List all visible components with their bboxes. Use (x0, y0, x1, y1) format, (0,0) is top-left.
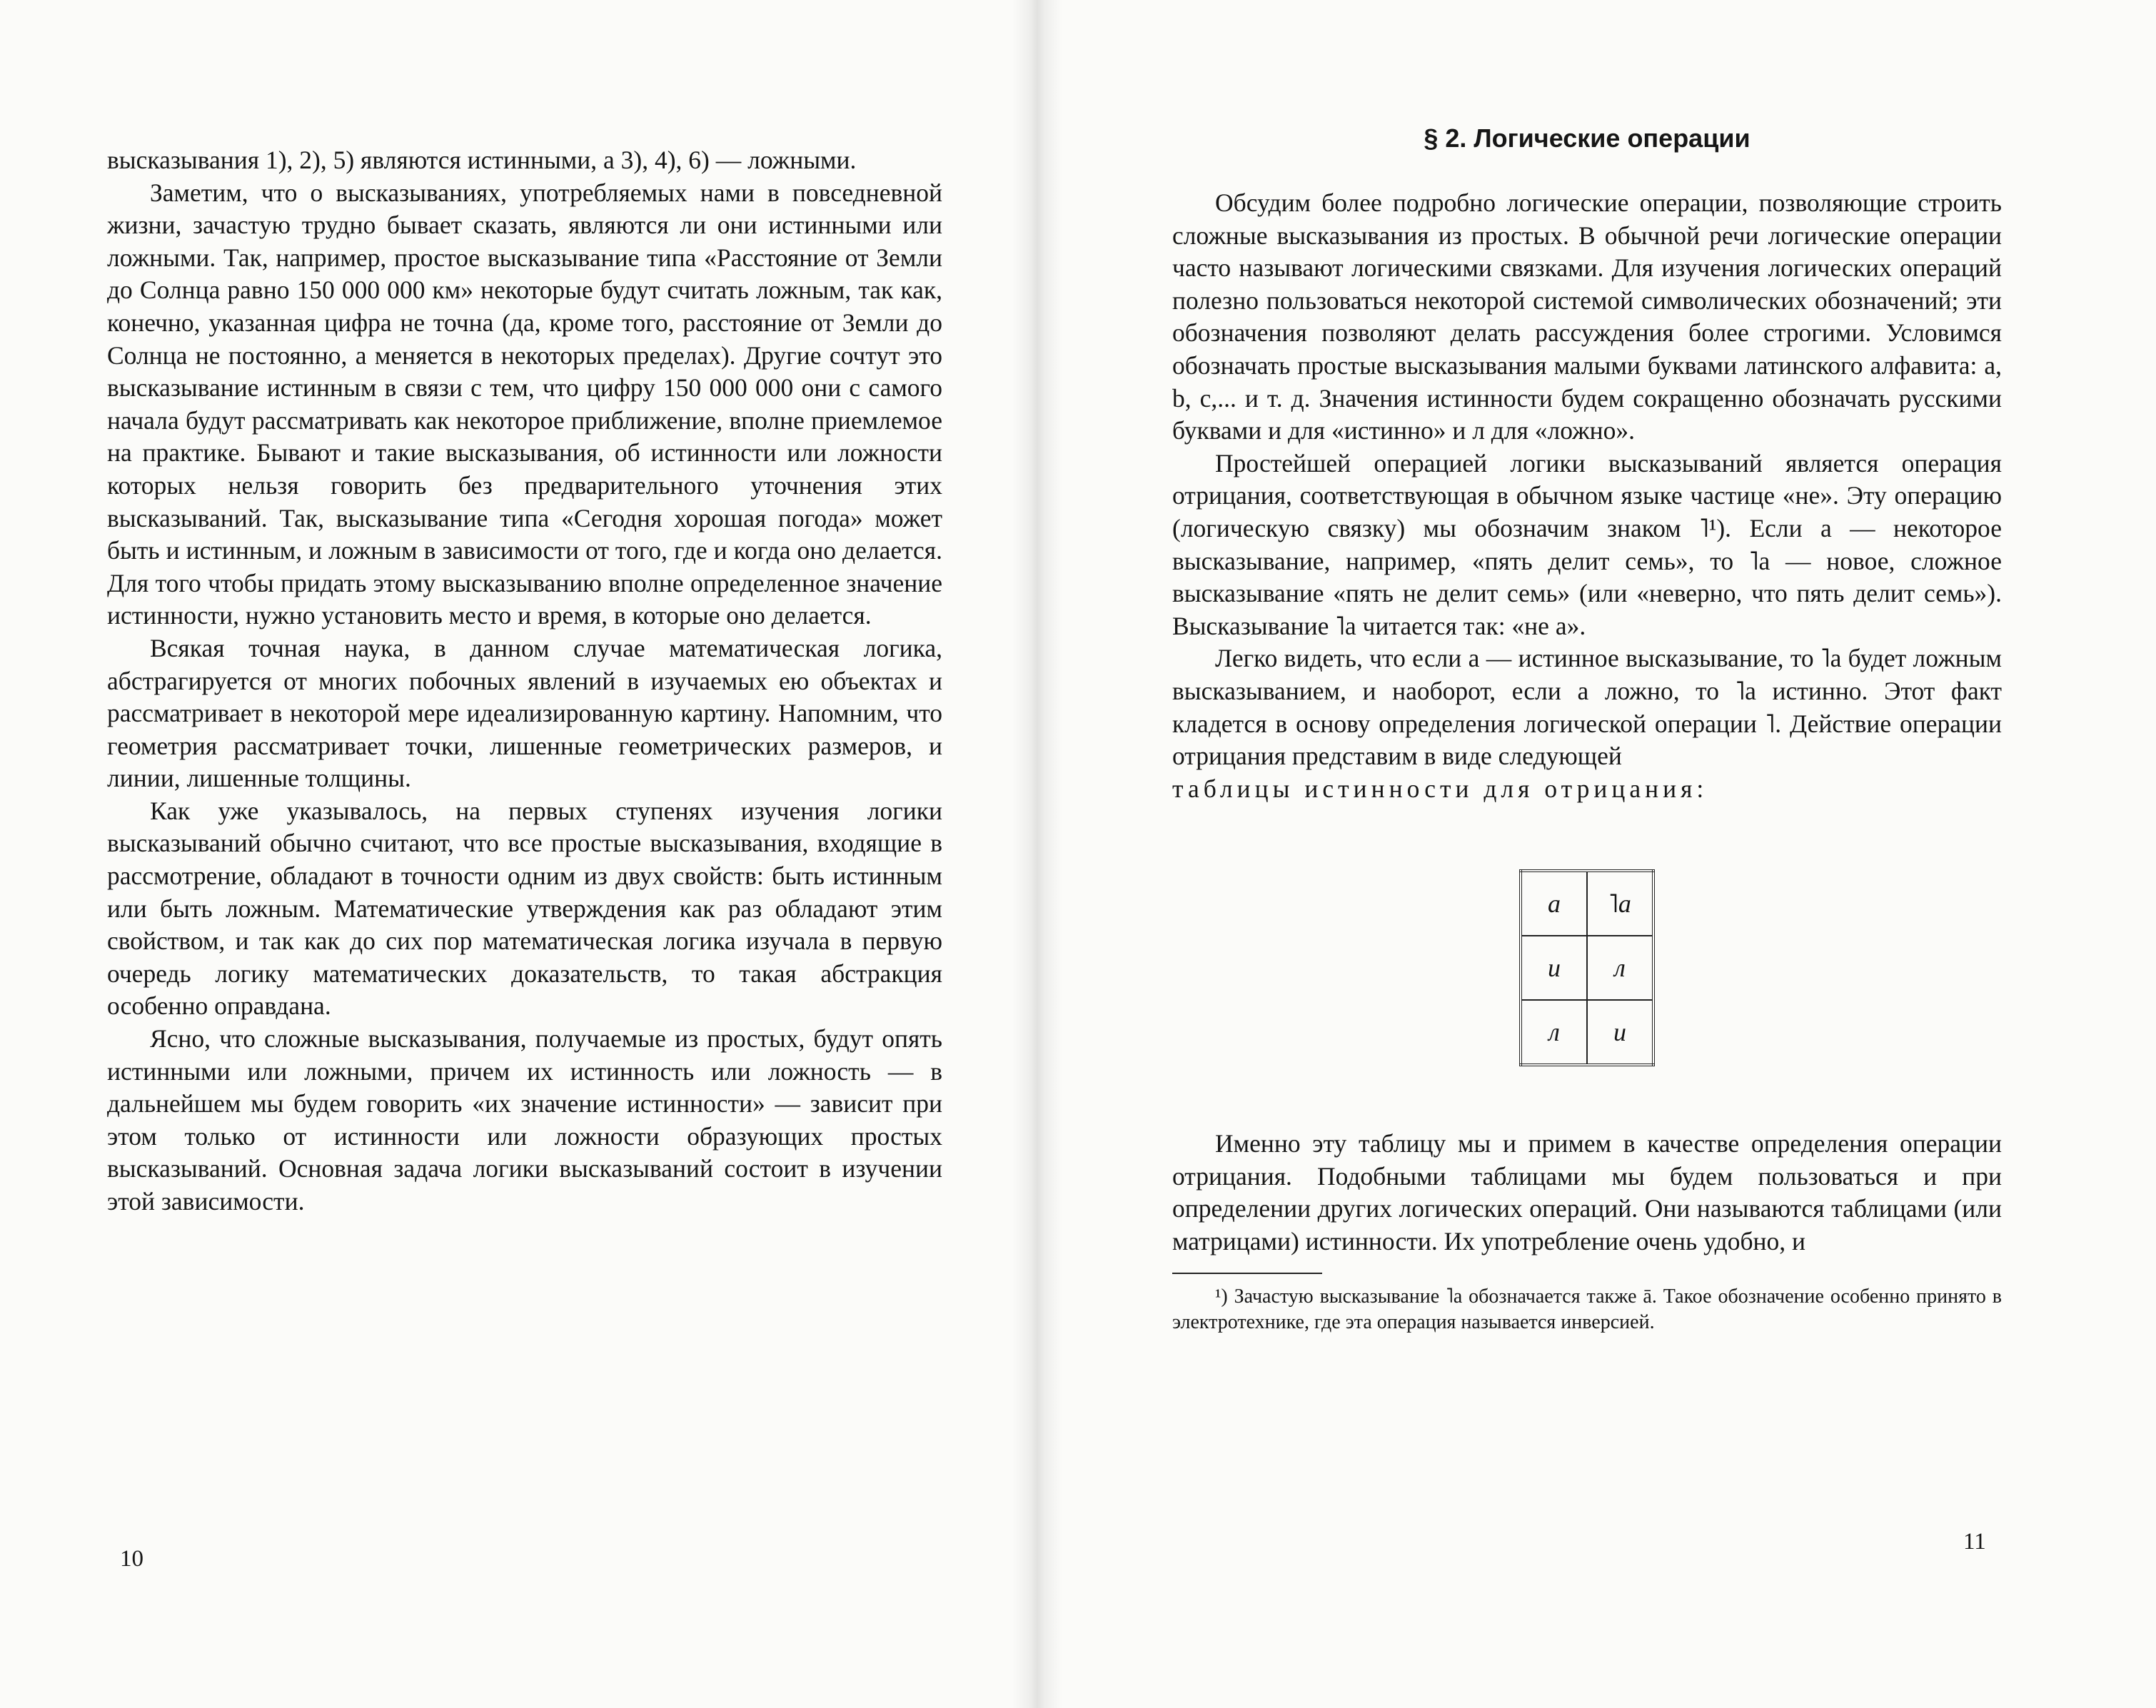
truth-table-header-a: a (1521, 871, 1587, 936)
right-paragraph-2: Простейшей операцией логики высказываний является операция отрицания, соответствующая в обычном языке частице «не». Эту операцию (логическую связку) мы обозначим знаком ˥¹). Если a — некоторое высказывание, например, «пять делит семь», то ˥a — новое, сложное высказывание «пять не делит семь» (или «неверно, что пять делит семь»). Высказывание ˥a читается так: «не a». (1172, 448, 2002, 640)
truth-table-cell: и (1521, 936, 1587, 1000)
truth-table-cell: л (1587, 936, 1653, 1000)
footnote: ¹) Зачастую высказывание ˥a обозначается также ā. Такое обозначение особенно принято в электротехнике, где эта операция называется инверсией. (1172, 1285, 2002, 1333)
left-paragraph-2: Заметим, что о высказываниях, употребляемых нами в повседневной жизни, зачастую трудно бывает сказать, являются ли они истинными или ложными. Так, например, простое высказывание типа «Расстояние от Земли до Солнца равно 150 000 000 км» некоторые будут считать ложным, так как, конечно, указанная цифра не точна (да, кроме того, расстояние от Земли до Солнца не постоянно, а меняется в некоторых пределах). Другие сочтут это высказывание истинным в связи с тем, что цифру 150 000 000 они с самого начала будут рассматривать как некоторое приближение, вполне приемлемое на практике. Бывают и такие высказывания, об истинности или ложности которых нельзя говорить без предварительного уточнения этих высказываний. Так, высказывание типа «Сегодня хорошая погода» может быть и истинным, и ложным в зависимости от того, где и когда оно делается. Для того чтобы придать этому высказыванию вполне определенное значение истинности, нужно установить место и время, в которые оно делается. (107, 178, 942, 630)
truth-table-header-row (1521, 871, 1653, 936)
left-page (107, 144, 942, 1218)
right-page (1172, 121, 2002, 1335)
left-paragraph-3: Всякая точная наука, в данном случае математическая логика, абстрагируется от многих побочных явлений в изучаемых ею объектах и рассматривает в некоторой мере идеализированную картину. Напомним, что геометрия рассматривает точки, лишенные геометрических размеров, и линии, лишенные толщины. (107, 633, 942, 793)
section-heading: § 2. Логические операции (1424, 123, 1751, 153)
book-gutter (1012, 0, 1062, 1708)
truth-table-row (1521, 1000, 1653, 1065)
truth-table-header-not-a: ˥a (1587, 871, 1653, 936)
left-paragraph-1: высказывания 1), 2), 5) являются истинными, а 3), 4), 6) — ложными. (107, 146, 857, 174)
right-paragraph-after-table: Именно эту таблицу мы и примем в качестве определения операции отрицания. Подобными таблицами мы будем пользоваться и при определении других логических операций. Они называются таблицами (или матрицами) истинности. Их употребление очень удобно, и (1172, 1129, 2002, 1256)
truth-table-row (1521, 936, 1653, 1000)
right-page-number: 11 (1963, 1529, 1986, 1555)
right-paragraph-1: Обсудим более подробно логические операции, позволяющие строить сложные высказывания из простых. В обычной речи логические операции часто называют логическими связками. Для изучения логических операций полезно пользоваться некоторой системой символических обозначений; эти обозначения позволяют делать рассуждения более строгими. Условимся обозначать простые высказывания малыми буквами латинского алфавита: a, b, c,... и т. д. Значения истинности будем сокращенно обозначать русскими буквами и для «истинно» и л для «ложно». (1172, 188, 2002, 445)
truth-table-cell: л (1521, 1000, 1587, 1065)
left-paragraph-5: Ясно, что сложные высказывания, получаемые из простых, будут опять истинными или ложными, причем их истинность или ложность — в дальнейшем мы будем говорить «их значение истинности» — зависит при этом только от истинности или ложности образующих простых высказываний. Основная задача логики высказываний состоит в изучении этой зависимости. (107, 1024, 942, 1216)
left-paragraph-4: Как уже указывалось, на первых ступенях изучения логики высказываний обычно считают, что все простые высказывания, входящие в рассмотрение, обладают в точности одним из двух свойств: быть истинным или быть ложным. Математические утверждения как раз обладают этим свойством, и так как до сих пор математическая логика изучала в первую очередь логику математических доказательств, то такая абстракция особенно оправдана. (107, 796, 942, 1021)
right-paragraph-3: Легко видеть, что если a — истинное высказывание, то ˥a будет ложным высказыванием, и наоборот, если a ложно, то ˥a истинно. Этот факт кладется в основу определения логической операции ˥. Действие операции отрицания представим в виде следующей (1172, 644, 2002, 771)
truth-table-negation (1519, 869, 1655, 1066)
left-page-number: 10 (120, 1546, 143, 1572)
footnote-divider (1172, 1273, 1322, 1274)
truth-table-cell: и (1587, 1000, 1653, 1065)
truth-table-container (1172, 869, 2002, 1066)
spaced-table-caption: таблицы истинности для отрицания: (1172, 774, 1708, 803)
